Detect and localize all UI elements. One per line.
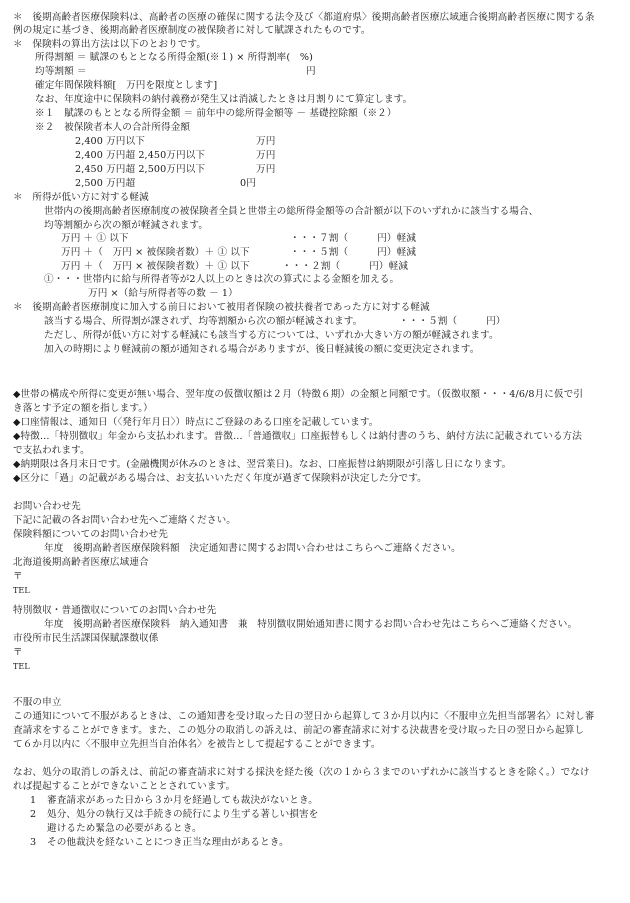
collection-contact-tel: TEL xyxy=(13,662,30,671)
bullet-collection-1: ◆特徴…「特別徴収」年金から支払われます。普徴…「普通徴収」口座振替もしくは納付書のうち、納付方法に記載されている方法 xyxy=(13,431,582,442)
contact-intro: 下記に記載の各お問い合わせ先へご連絡ください。 xyxy=(13,515,236,526)
appeal-para1-line2: 査請求をすることができます。また、この処分の取消しの訴えは、前記の審査請求に対する決裁書を受け取った日の翌日から起算し xyxy=(13,725,585,736)
tier-amount: 万円 xyxy=(256,150,276,161)
reduction-condition: 万円 ＋（ 万円 × 被保険者数）＋ ① 以下 xyxy=(61,247,250,258)
reduction-condition: 万円 ＋（ 万円 × 被保険者数）＋ ① 以下 xyxy=(61,261,250,272)
dependent-desc-2: ただし、所得が低い方に対する軽減にも該当する方については、いずれか大きい方の額が軽減されます。 xyxy=(44,330,499,341)
reduction-condition: 万円 ＋ ① 以下 xyxy=(61,233,129,244)
bullet-account-info: ◆口座情報は、通知日（〈発行年月日〉）時点にご登録のある口座を記載しています。 xyxy=(13,417,379,428)
dependent-title: ＊ 後期高齢者医療制度に加入する前日において被用者保険の被扶養者であった方に対する軽減 xyxy=(13,302,430,313)
footnote-2: ※２ 被保険者本人の合計所得金額 xyxy=(35,122,191,133)
collection-contact-title: 特別徴収・普通徴収についてのお問い合わせ先 xyxy=(13,605,217,616)
per-capita-label: 均等割額 ＝ xyxy=(35,66,87,77)
low-income-desc-1: 世帯内の後期高齢者医療制度の被保険者全員と世帯主の総所得金額等の合計額が以下のいずれかに該当する場合、 xyxy=(44,206,539,217)
appeal-para1-line3: て６か月以内に〈不服申立先担当自治体名〉を被告として提起することができます。 xyxy=(13,739,381,750)
tier-amount: 万円 xyxy=(256,136,276,147)
low-income-desc-2: 均等割額から次の額が軽減されます。 xyxy=(44,220,209,231)
bullet-past-year: ◆区分に「過」の記載がある場合は、お支払いいただく年度が過ぎて保険料が決定した分です。 xyxy=(13,473,427,484)
per-capita-unit: 円 xyxy=(306,66,316,77)
appeal-title: 不服の申立 xyxy=(13,697,62,708)
low-income-title: ＊ 所得が低い方に対する軽減 xyxy=(13,192,149,203)
bullet-provisional-1: ◆世帯の構成や所得に変更が無い場合、翌年度の仮徴収額は２月（特徴６期）の金額と同額です。（仮徴収額・・・4/6/8月に仮で引 xyxy=(13,389,584,400)
appeal-para1-line1: この通知について不服があるときは、この通知書を受け取った日の翌日から起算して３か月以内に〈不服申立先担当部署名〉に対し審 xyxy=(13,711,595,722)
appeal-item-number: 3 xyxy=(30,837,37,848)
dependent-desc-3: 加入の時期により軽減前の額が通知される場合がありますが、後日軽減後の額に変更決定されます。 xyxy=(44,344,480,355)
bullet-provisional-2: き落とす予定の額を指します。） xyxy=(13,403,153,414)
appeal-para2-line1: なお、処分の取消しの訴えは、前記の審査請求に対する採決を経た後（次の１から３までのいずれかに該当するときを除く。）でなけ xyxy=(13,767,590,778)
appeal-item-text: 処分、処分の執行又は手続きの続行により生ずる著しい損害を xyxy=(47,809,319,820)
contact-title: お問い合わせ先 xyxy=(13,501,81,512)
reduction-rate: ・・・２割（ 円）軽減 xyxy=(282,261,409,272)
premium-contact-org: 北海道後期高齢者医療広域連合 xyxy=(13,557,149,568)
tier-amount: 万円 xyxy=(256,164,276,175)
collection-contact-postal: 〒 xyxy=(13,647,23,658)
tier-range: 2,400 万円以下 xyxy=(75,136,145,147)
bullet-collection-2: で支払われます。 xyxy=(13,445,90,456)
premium-contact-desc: 年度 後期高齢者医療保険料額 決定通知書に関するお問い合わせはこちらへご連絡ください。 xyxy=(44,543,461,554)
tier-amount: 0円 xyxy=(240,178,256,189)
tier-range: 2,500 万円超 xyxy=(75,178,136,189)
premium-contact-postal: 〒 xyxy=(13,571,23,582)
note-calc-method: ＊ 保険料の算出方法は以下のとおりです。 xyxy=(13,39,207,50)
tier-range: 2,450 万円超 2,500万円以下 xyxy=(75,164,206,175)
dependent-desc-1: 該当する場合、所得割が課されず、均等割額から次の額が軽減されます。 xyxy=(44,316,363,327)
income-rate-formula: 所得割額 ＝ 賦課のもととなる所得金額(※１) × 所得割率( %) xyxy=(35,52,313,63)
tier-range: 2,400 万円超 2,450万円以下 xyxy=(75,150,206,161)
reduction-rate: ・・・７割（ 円）軽減 xyxy=(290,233,417,244)
appeal-item-text: 審査請求があった日から３か月を経過しても裁決がないとき。 xyxy=(47,795,318,806)
collection-contact-org: 市役所市民生活課国保賦課徴収係 xyxy=(13,633,159,644)
collection-contact-desc: 年度 後期高齢者医療保険料 納入通知書 兼 特別徴収開始通知書に関するお問い合わせ先はこちらへご連絡ください。 xyxy=(44,619,578,630)
appeal-item-text: 避けるため緊急の必要があるとき。 xyxy=(47,823,202,834)
circle1-formula: 万円 ×（給与所得者等の数 － 1） xyxy=(88,288,238,299)
midyear-note: なお、年度途中に保険料の納付義務が発生又は消滅したときは月割りにて算定します。 xyxy=(35,94,413,105)
reduction-rate: ・・・５割（ 円）軽減 xyxy=(290,247,417,258)
footnote-1: ※１ 賦課のもととなる所得金額 ＝ 前年中の総所得金額等 － 基礎控除額（※２） xyxy=(35,108,397,119)
appeal-para2-line2: れば提起することができないこととされています。 xyxy=(13,781,236,792)
note-legal-basis-line2: 例の規定に基づき、後期高齢者医療制度の被保険者に対して賦課されたものです。 xyxy=(13,25,371,36)
dependent-rate: ・・・５割（ 円） xyxy=(399,316,506,327)
appeal-item-number: 2 xyxy=(30,809,37,820)
bullet-due-date: ◆納期限は各月末日です。(金融機関が休みのときは、翌営業日)。なお、口座振替は納期限が引落し日になります。 xyxy=(13,459,512,470)
premium-contact-tel: TEL xyxy=(13,586,30,595)
appeal-item-text: その他裁決を経ないことにつき正当な理由があるとき。 xyxy=(47,837,289,848)
appeal-item-number: 1 xyxy=(30,795,37,806)
circle1-note: ①・・・世帯内に給与所得者等が2人以上のときは次の算式による金額を加える。 xyxy=(44,274,400,285)
note-legal-basis-line1: ＊ 後期高齢者医療保険料は、高齢者の医療の確保に関する法令及び〈都道府県〉後期高齢者医療広域連合後期高齢者医療に関する条 xyxy=(13,12,595,23)
premium-contact-title: 保険料額についてのお問い合わせ先 xyxy=(13,529,168,540)
annual-cap: 確定年間保険料額[ 万円を限度とします] xyxy=(35,80,218,91)
